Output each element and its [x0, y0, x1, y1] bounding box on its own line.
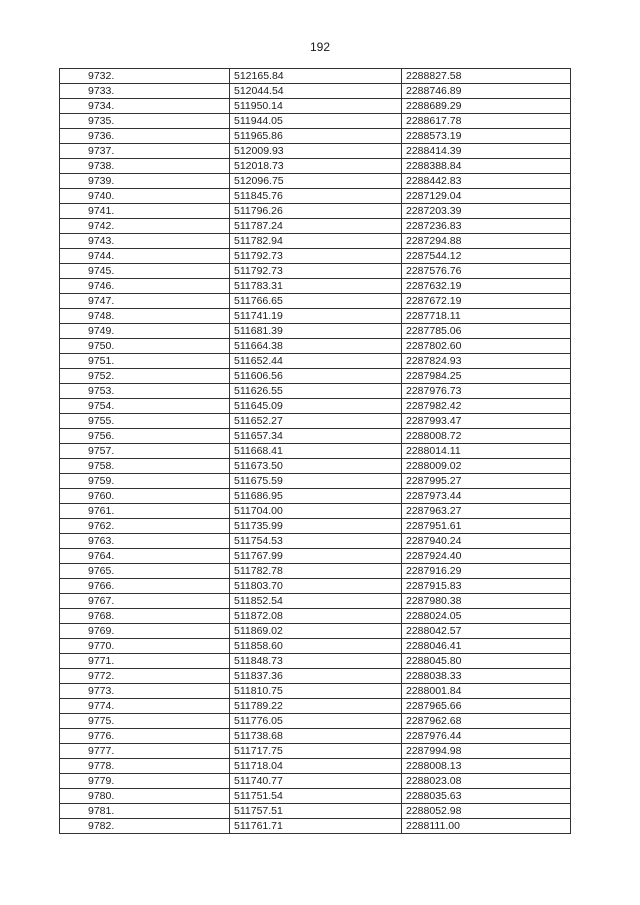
x-coordinate-cell: 511681.39 — [230, 324, 402, 339]
table-row — [60, 294, 571, 309]
point-number-cell: 9745. — [60, 264, 230, 279]
table-row — [60, 69, 571, 84]
y-coordinate-cell: 2287576.76 — [402, 264, 571, 279]
point-number-cell: 9761. — [60, 504, 230, 519]
point-number-cell: 9773. — [60, 684, 230, 699]
y-coordinate-cell: 2287802.60 — [402, 339, 571, 354]
point-number-cell: 9754. — [60, 399, 230, 414]
y-coordinate-cell: 2288052.98 — [402, 804, 571, 819]
y-coordinate-cell: 2288046.41 — [402, 639, 571, 654]
x-coordinate-cell: 511776.05 — [230, 714, 402, 729]
point-number-cell: 9762. — [60, 519, 230, 534]
x-coordinate-cell: 511740.77 — [230, 774, 402, 789]
y-coordinate-cell: 2287294.88 — [402, 234, 571, 249]
table-row — [60, 84, 571, 99]
y-coordinate-cell: 2288009.02 — [402, 459, 571, 474]
table-row — [60, 684, 571, 699]
table-row — [60, 384, 571, 399]
x-coordinate-cell: 511645.09 — [230, 399, 402, 414]
x-coordinate-cell: 511869.02 — [230, 624, 402, 639]
y-coordinate-cell: 2287785.06 — [402, 324, 571, 339]
coordinates-table — [59, 68, 571, 834]
point-number-cell: 9777. — [60, 744, 230, 759]
table-row — [60, 414, 571, 429]
point-number-cell: 9742. — [60, 219, 230, 234]
table-row — [60, 654, 571, 669]
y-coordinate-cell: 2287951.61 — [402, 519, 571, 534]
point-number-cell: 9779. — [60, 774, 230, 789]
y-coordinate-cell: 2288414.39 — [402, 144, 571, 159]
table-row — [60, 324, 571, 339]
point-number-cell: 9776. — [60, 729, 230, 744]
x-coordinate-cell: 511852.54 — [230, 594, 402, 609]
x-coordinate-cell: 511965.86 — [230, 129, 402, 144]
y-coordinate-cell: 2288008.72 — [402, 429, 571, 444]
y-coordinate-cell: 2287994.98 — [402, 744, 571, 759]
table-row — [60, 189, 571, 204]
y-coordinate-cell: 2288827.58 — [402, 69, 571, 84]
x-coordinate-cell: 511783.31 — [230, 279, 402, 294]
x-coordinate-cell: 511848.73 — [230, 654, 402, 669]
x-coordinate-cell: 511767.99 — [230, 549, 402, 564]
table-row — [60, 339, 571, 354]
table-row — [60, 489, 571, 504]
point-number-cell: 9737. — [60, 144, 230, 159]
table-row — [60, 579, 571, 594]
table-row — [60, 534, 571, 549]
point-number-cell: 9768. — [60, 609, 230, 624]
coordinates-table-body — [60, 69, 571, 834]
x-coordinate-cell: 511761.71 — [230, 819, 402, 834]
point-number-cell: 9747. — [60, 294, 230, 309]
x-coordinate-cell: 511803.70 — [230, 579, 402, 594]
y-coordinate-cell: 2287203.39 — [402, 204, 571, 219]
y-coordinate-cell: 2287984.25 — [402, 369, 571, 384]
table-row — [60, 819, 571, 834]
x-coordinate-cell: 511718.04 — [230, 759, 402, 774]
table-row — [60, 204, 571, 219]
x-coordinate-cell: 511686.95 — [230, 489, 402, 504]
y-coordinate-cell: 2287236.83 — [402, 219, 571, 234]
table-row — [60, 219, 571, 234]
y-coordinate-cell: 2287965.66 — [402, 699, 571, 714]
point-number-cell: 9751. — [60, 354, 230, 369]
x-coordinate-cell: 511837.36 — [230, 669, 402, 684]
point-number-cell: 9752. — [60, 369, 230, 384]
x-coordinate-cell: 511741.19 — [230, 309, 402, 324]
table-row — [60, 714, 571, 729]
y-coordinate-cell: 2288617.78 — [402, 114, 571, 129]
table-row — [60, 759, 571, 774]
x-coordinate-cell: 511668.41 — [230, 444, 402, 459]
x-coordinate-cell: 511766.65 — [230, 294, 402, 309]
y-coordinate-cell: 2287915.83 — [402, 579, 571, 594]
table-row — [60, 594, 571, 609]
table-row — [60, 354, 571, 369]
y-coordinate-cell: 2288573.19 — [402, 129, 571, 144]
x-coordinate-cell: 511789.22 — [230, 699, 402, 714]
table-row — [60, 264, 571, 279]
point-number-cell: 9753. — [60, 384, 230, 399]
x-coordinate-cell: 511872.08 — [230, 609, 402, 624]
x-coordinate-cell: 511858.60 — [230, 639, 402, 654]
point-number-cell: 9732. — [60, 69, 230, 84]
y-coordinate-cell: 2288024.05 — [402, 609, 571, 624]
point-number-cell: 9740. — [60, 189, 230, 204]
table-row — [60, 639, 571, 654]
table-row — [60, 474, 571, 489]
x-coordinate-cell: 511810.75 — [230, 684, 402, 699]
table-row — [60, 444, 571, 459]
table-row — [60, 309, 571, 324]
y-coordinate-cell: 2287976.73 — [402, 384, 571, 399]
y-coordinate-cell: 2287995.27 — [402, 474, 571, 489]
y-coordinate-cell: 2287544.12 — [402, 249, 571, 264]
point-number-cell: 9734. — [60, 99, 230, 114]
y-coordinate-cell: 2287718.11 — [402, 309, 571, 324]
y-coordinate-cell: 2288038.33 — [402, 669, 571, 684]
y-coordinate-cell: 2287982.42 — [402, 399, 571, 414]
x-coordinate-cell: 511704.00 — [230, 504, 402, 519]
point-number-cell: 9750. — [60, 339, 230, 354]
y-coordinate-cell: 2287940.24 — [402, 534, 571, 549]
x-coordinate-cell: 511950.14 — [230, 99, 402, 114]
table-row — [60, 744, 571, 759]
x-coordinate-cell: 511751.54 — [230, 789, 402, 804]
y-coordinate-cell: 2288023.08 — [402, 774, 571, 789]
x-coordinate-cell: 512165.84 — [230, 69, 402, 84]
x-coordinate-cell: 511782.94 — [230, 234, 402, 249]
x-coordinate-cell: 512009.93 — [230, 144, 402, 159]
table-row — [60, 399, 571, 414]
x-coordinate-cell: 512044.54 — [230, 84, 402, 99]
y-coordinate-cell: 2288442.83 — [402, 174, 571, 189]
x-coordinate-cell: 511717.75 — [230, 744, 402, 759]
y-coordinate-cell: 2288001.84 — [402, 684, 571, 699]
table-row — [60, 234, 571, 249]
y-coordinate-cell: 2287976.44 — [402, 729, 571, 744]
point-number-cell: 9738. — [60, 159, 230, 174]
x-coordinate-cell: 511796.26 — [230, 204, 402, 219]
x-coordinate-cell: 511754.53 — [230, 534, 402, 549]
table-row — [60, 789, 571, 804]
table-row — [60, 129, 571, 144]
point-number-cell: 9744. — [60, 249, 230, 264]
x-coordinate-cell: 511787.24 — [230, 219, 402, 234]
point-number-cell: 9756. — [60, 429, 230, 444]
table-row — [60, 804, 571, 819]
point-number-cell: 9759. — [60, 474, 230, 489]
point-number-cell: 9763. — [60, 534, 230, 549]
y-coordinate-cell: 2287973.44 — [402, 489, 571, 504]
table-row — [60, 519, 571, 534]
point-number-cell: 9755. — [60, 414, 230, 429]
x-coordinate-cell: 512018.73 — [230, 159, 402, 174]
x-coordinate-cell: 511757.51 — [230, 804, 402, 819]
table-row — [60, 624, 571, 639]
point-number-cell: 9778. — [60, 759, 230, 774]
table-row — [60, 609, 571, 624]
point-number-cell: 9760. — [60, 489, 230, 504]
point-number-cell: 9748. — [60, 309, 230, 324]
table-row — [60, 429, 571, 444]
y-coordinate-cell: 2288746.89 — [402, 84, 571, 99]
y-coordinate-cell: 2287824.93 — [402, 354, 571, 369]
y-coordinate-cell: 2287962.68 — [402, 714, 571, 729]
y-coordinate-cell: 2287980.38 — [402, 594, 571, 609]
point-number-cell: 9736. — [60, 129, 230, 144]
table-row — [60, 144, 571, 159]
point-number-cell: 9757. — [60, 444, 230, 459]
point-number-cell: 9743. — [60, 234, 230, 249]
table-row — [60, 174, 571, 189]
y-coordinate-cell: 2288689.29 — [402, 99, 571, 114]
table-row — [60, 549, 571, 564]
point-number-cell: 9780. — [60, 789, 230, 804]
table-row — [60, 564, 571, 579]
y-coordinate-cell: 2288008.13 — [402, 759, 571, 774]
x-coordinate-cell: 511657.34 — [230, 429, 402, 444]
point-number-cell: 9765. — [60, 564, 230, 579]
table-row — [60, 669, 571, 684]
point-number-cell: 9766. — [60, 579, 230, 594]
x-coordinate-cell: 512096.75 — [230, 174, 402, 189]
x-coordinate-cell: 511652.27 — [230, 414, 402, 429]
point-number-cell: 9767. — [60, 594, 230, 609]
point-number-cell: 9741. — [60, 204, 230, 219]
y-coordinate-cell: 2287963.27 — [402, 504, 571, 519]
x-coordinate-cell: 511673.50 — [230, 459, 402, 474]
table-row — [60, 774, 571, 789]
point-number-cell: 9746. — [60, 279, 230, 294]
point-number-cell: 9739. — [60, 174, 230, 189]
x-coordinate-cell: 511845.76 — [230, 189, 402, 204]
x-coordinate-cell: 511675.59 — [230, 474, 402, 489]
point-number-cell: 9769. — [60, 624, 230, 639]
x-coordinate-cell: 511792.73 — [230, 264, 402, 279]
table-row — [60, 699, 571, 714]
y-coordinate-cell: 2287632.19 — [402, 279, 571, 294]
table-row — [60, 729, 571, 744]
point-number-cell: 9782. — [60, 819, 230, 834]
y-coordinate-cell: 2287129.04 — [402, 189, 571, 204]
x-coordinate-cell: 511792.73 — [230, 249, 402, 264]
y-coordinate-cell: 2288035.63 — [402, 789, 571, 804]
point-number-cell: 9781. — [60, 804, 230, 819]
table-row — [60, 99, 571, 114]
x-coordinate-cell: 511606.56 — [230, 369, 402, 384]
y-coordinate-cell: 2288388.84 — [402, 159, 571, 174]
table-row — [60, 369, 571, 384]
table-row — [60, 159, 571, 174]
x-coordinate-cell: 511944.05 — [230, 114, 402, 129]
y-coordinate-cell: 2288045.80 — [402, 654, 571, 669]
point-number-cell: 9774. — [60, 699, 230, 714]
point-number-cell: 9775. — [60, 714, 230, 729]
x-coordinate-cell: 511652.44 — [230, 354, 402, 369]
point-number-cell: 9771. — [60, 654, 230, 669]
x-coordinate-cell: 511735.99 — [230, 519, 402, 534]
page-number: 192 — [309, 40, 331, 54]
y-coordinate-cell: 2287916.29 — [402, 564, 571, 579]
point-number-cell: 9733. — [60, 84, 230, 99]
table-row — [60, 504, 571, 519]
y-coordinate-cell: 2288042.57 — [402, 624, 571, 639]
point-number-cell: 9770. — [60, 639, 230, 654]
point-number-cell: 9772. — [60, 669, 230, 684]
point-number-cell: 9764. — [60, 549, 230, 564]
point-number-cell: 9758. — [60, 459, 230, 474]
x-coordinate-cell: 511664.38 — [230, 339, 402, 354]
table-row — [60, 249, 571, 264]
y-coordinate-cell: 2288111.00 — [402, 819, 571, 834]
y-coordinate-cell: 2287993.47 — [402, 414, 571, 429]
y-coordinate-cell: 2287924.40 — [402, 549, 571, 564]
y-coordinate-cell: 2287672.19 — [402, 294, 571, 309]
table-row — [60, 114, 571, 129]
point-number-cell: 9735. — [60, 114, 230, 129]
table-row — [60, 459, 571, 474]
table-row — [60, 279, 571, 294]
x-coordinate-cell: 511626.55 — [230, 384, 402, 399]
point-number-cell: 9749. — [60, 324, 230, 339]
y-coordinate-cell: 2288014.11 — [402, 444, 571, 459]
x-coordinate-cell: 511782.78 — [230, 564, 402, 579]
x-coordinate-cell: 511738.68 — [230, 729, 402, 744]
